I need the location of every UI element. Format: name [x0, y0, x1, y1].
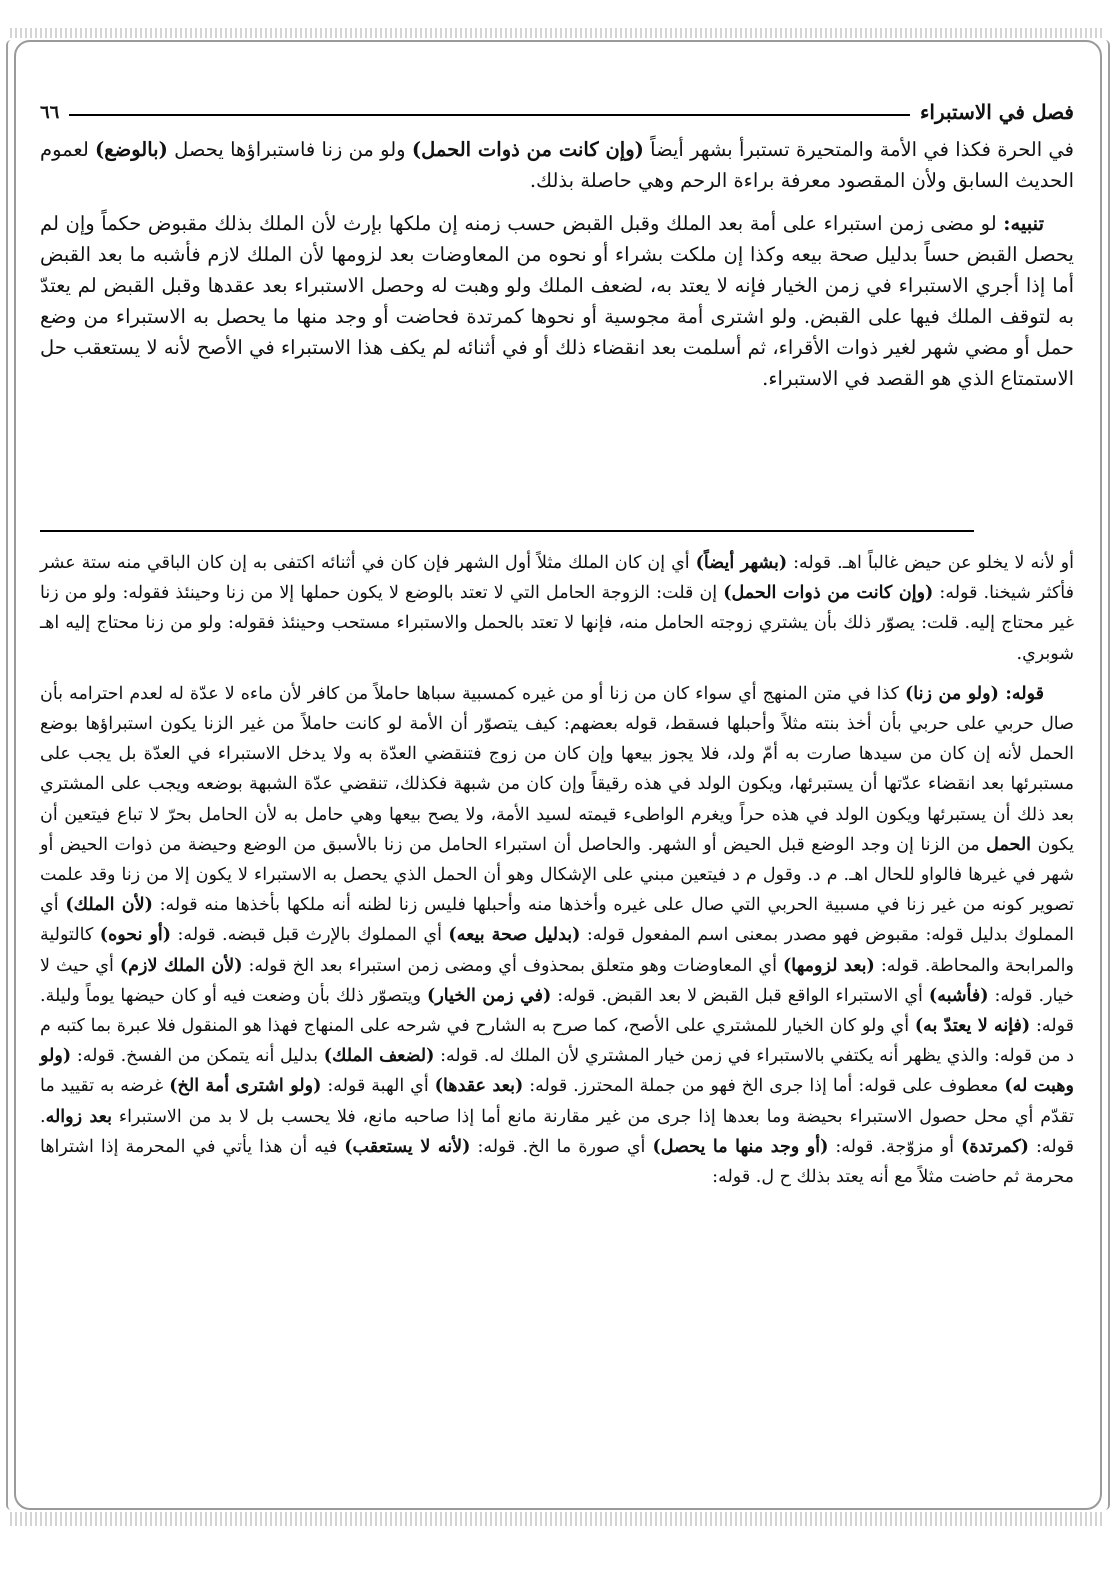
page-number: ٦٦	[40, 101, 60, 123]
commentary-paragraph: قوله: (ولو من زنا) كذا في متن المنهج أي سواء كان من زنا أو من غيره كمسبية سباها حاملاً من كافر لأن ماءه لا عدّة له لعدم احترامه بأن صال حربي على حربي بأن أخذ بنته مثلاً وأحبلها فسقط، قوله بعضهم: كيف يتصوّر أن الأمة لو كانت حاملاً من غير الزنا يكون استبراؤها بوضع الحمل لأنه إن كان من سيدها صارت به أمّ ولد، فلا يجوز بيعها وإن كان من زوج فتنقضي العدّة به ولا يدخل الاستبراء في العدّة بل يجب على مستبرئها بعد انقضاء عدّتها أن يستبرئها، ويكون الولد في هذه رقيقاً وإن كان من شبهة فكذلك، تنقضي عدّة الشبهة بوضعه ويجب على المشتري بعد ذلك أن يستبرئها ويكون الولد في هذه حراً ويغرم الواطىء قيمته لسيد الأمة، ولا يصح بيعها وهي حامل به لأن الحامل بحرّ لا تباع فيتعين أن يكون الحمل من الزنا إن وجد الوضع قبل الحيض أو الشهر. والحاصل أن استبراء الحامل من زنا بالأسبق من الوضع وحيضة من ذوات الحيض أو شهر في غيرها فالواو للحال اهـ. م د. وقول م د فيتعين مبني على الإشكال وهو أن الحمل الذي يحصل به الاستبراء لا يكون إلا من زنا وقد علمت تصوير كونه من غير زنا في مسبية الحربي التي صال على غيره وأخذها منه وأحبلها فليس زنا لظنه أنه ملكها بأخذها منه قوله: (لأن الملك) أي المملوك بدليل قوله: مقبوض فهو مصدر بمعنى اسم المفعول قوله: (بدليل صحة بيعه) أي المملوك بالإرث قبل قبضه. قوله: (أو نحوه) كالتولية والمرابحة والمحاطة. قوله: (بعد لزومها) أي المعاوضات وهو متعلق بمحذوف أي ومضى زمن استبراء بعد الخ قوله: (لأن الملك لازم) أي حيث لا خيار. قوله: (فأشبه) أي الاستبراء الواقع قبل القبض لا بعد القبض. قوله: (في زمن الخيار) ويتصوّر ذلك بأن وضعت فيه أو كان حيضها يوماً وليلة. قوله: (فإنه لا يعتدّ به) أي ولو كان الخيار للمشتري على الأصح، كما صرح به الشارح في شرحه على المنهاج فهذا هو المنقول فلا عبرة بما كتبه م د من قوله: والذي يظهر أنه يكتفي بالاستبراء في زمن خيار المشتري لأن الملك له. قوله: (لضعف الملك) بدليل أنه يتمكن من الفسخ. قوله: (ولو وهبت له) معطوف على قوله: أما إذا جرى الخ فهو من جملة المحترز. قوله: (بعد عقدها) أي الهبة قوله: (ولو اشترى أمة الخ) غرضه به تقييد ما تقدّم أي محل حصول الاستبراء بحيضة وما بعدها إذا جرى من غير مقارنة مانع أما إذا صاحبه مانع، فلا يحسب بل لا بد من الاستبراء بعد زواله. قوله: (كمرتدة) أو مزوّجة. قوله: (أو وجد منها ما يحصل) أي صورة ما الخ. قوله: (لأنه لا يستعقب) فيه أن هذا يأتي في المحرمة إذا اشتراها محرمة ثم حاضت مثلاً مع أنه يعتد بذلك ح ل. قوله:	[40, 683, 1075, 1188]
chapter-title: فصل في الاستبراء	[920, 100, 1074, 124]
main-paragraph-note: تنبيه: لو مضى زمن استبراء على أمة بعد الملك وقبل القبض حسب زمنه إن ملكها بإرث لأن الملك بذلك مقبوض حكماً وإن لم يحصل القبض حساً بدليل صحة بيعه وكذا إن ملكت بشراء أو نحوه من المعاوضات بعد لزومها لأن الملك لازم فأشبه ما بعد القبض أما إذا أجري الاستبراء في زمن الخيار فإنه لا يعتد به، لضعف الملك ولو وهبت له وحصل الاستبراء بعد عقدها وقبل القبض لم يعتدّ به لتوقف الملك فيها على القبض. ولو اشترى أمة مجوسية أو نحوها كمرتدة فحاضت أو وجد منها ما يحصل به الاستبراء من وضع حمل أو مضي شهر لغير ذوات الأقراء، ثم أسلمت بعد انقضاء ذلك أو في أثنائه لم يكف هذا الاستبراء في الأصح لأنه لا يستعقب حل الاستمتاع الذي هو القصد في الاستبراء.	[40, 212, 1074, 390]
commentary-text	[40, 548, 1074, 1192]
page-header	[40, 96, 1074, 128]
commentary-paragraph: أو لأنه لا يخلو عن حيض غالباً اهـ. قوله: (بشهر أيضاً) أي إن كان الملك مثلاً أول الشهر فإن كان في أثنائه اكتفى به إن كان الباقي منه ستة عشر فأكثر شيخنا. قوله: (وإن كانت من ذوات الحمل) إن قلت: الزوجة الحامل التي لا تعتد بالوضع لا يكون حملها إلا من زنا وحينئذ فقوله: ولو من زنا غير محتاج إليه. قلت: يصوّر ذلك بأن يشتري زوجته الحامل منه، فإنها لا تعتد بالحمل والاستبراء مستحب وحينئذ فقوله: ولو من زنا محتاج إليه اهـ شوبري.	[40, 553, 1074, 664]
ornamental-border-top	[10, 28, 1104, 38]
ornamental-border-bottom	[10, 1512, 1104, 1526]
header-rule	[69, 114, 910, 116]
footnote-divider	[40, 530, 974, 532]
main-paragraph: في الحرة فكذا في الأمة والمتحيرة تستبرأ بشهر أيضاً (وإن كانت من ذوات الحمل) ولو من زنا فاستبراؤها يحصل (بالوضع) لعموم الحديث السابق ولأن المقصود معرفة براءة الرحم وهي حاصلة بذلك.	[40, 138, 1074, 192]
main-text	[40, 134, 1074, 394]
